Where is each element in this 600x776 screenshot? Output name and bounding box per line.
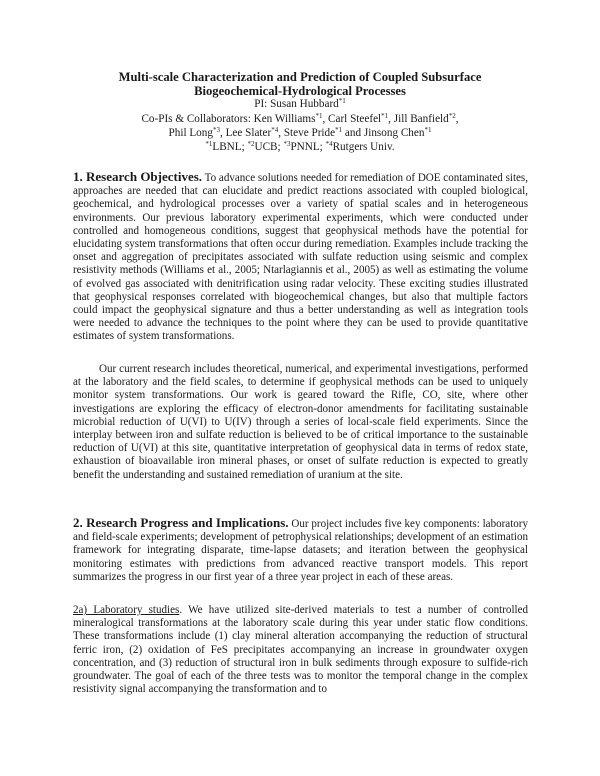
section-1-paragraph-2: Our current research includes theoretical, numerical, and experimental investigations, performed at the laboratory and the field scales, to determine if geophysical methods can be used to uniquely monitor system transformations. Our work is geared toward the Rifle, CO, site, where other investigations are exploring the efficacy of electron-donor amendments for facilitating sustainable microbial reduction of U(VI) to U(IV) through a series of local-scale field experiments. Since the interplay between iron and sulfate reduction is believed to be of critical importance to the sustainable reduction of U(VI) at this site, quantitative interpretation of geophysical data in terms of redox state, exhaustion of bioavailable iron mineral phases, or onset of sulfate reduction is expected to greatly benefit the understanding and sustained remediation of uranium at the site. — [73, 363, 528, 481]
section-2-paragraph-1 — [73, 516, 528, 584]
collaborator-affiliation-mark: *1 — [335, 126, 343, 134]
affiliation-name: UCB — [254, 141, 278, 153]
section-2a-heading: 2a) Laboratory studies — [73, 604, 180, 616]
collaborator-affiliation-mark: *1 — [424, 126, 432, 134]
collaborator-affiliation-mark: *1 — [315, 112, 323, 120]
collaborator-name: Jinsong Chen — [363, 127, 425, 139]
section-2a-text: We have utilized site-derived materials to test a number of controlled mineralogical transformations at the laboratory scale during this year under static flow conditions. These transformations include (1) clay mineral alteration accompanying the reduction of structural ferric iron, (2) oxidation of FeS precipitates accompanying an increase in groundwater oxygen concentration, and (3) reduction of structural iron in bulk sediments through exposure to sulfide-rich groundwater. The goal of each of the three tests was to monitor the temporal change in the complex resistivity signal accompanying the transformation and to — [73, 604, 529, 696]
collaborator-affiliation-mark: *3 — [212, 126, 220, 134]
collaborator-name: Carl Steefel — [328, 113, 382, 125]
collaborators-line-1: Co-PIs & Collaborators: Ken Williams$^{*1}$, Carl Steefel$^{*1}$, Jill Banfield$^{*2}$, — [141, 112, 459, 125]
paper-title-line-2: Biogeochemical-Hydrological Processes — [194, 84, 406, 98]
collaborator-name: Phil Long — [168, 127, 213, 139]
affiliation-mark: *4 — [325, 140, 333, 148]
collaborator-affiliation-mark: *1 — [381, 112, 389, 120]
affiliation-mark: *1 — [205, 140, 213, 148]
collaborator-name: Steve Pride — [283, 127, 336, 139]
section-2-heading: 2. Research Progress and Implications. — [73, 515, 289, 530]
section-2a-paragraph: 2a) Laboratory studies. We have utilized site-derived materials to test a number of controlled mineralogical transformations at the laboratory scale during this year under static flow conditions. These transformations include (1) clay mineral alteration accompanying the reduction of structural ferric iron, (2) oxidation of FeS precipitates accompanying an increase in groundwater oxygen concentration, and (3) reduction of structural iron in bulk sediments through exposure to sulfide-rich groundwater. The goal of each of the three tests was to monitor the temporal change in the complex resistivity signal accompanying the transformation and to — [73, 604, 529, 696]
collaborator-affiliation-mark: *4 — [271, 126, 279, 134]
affiliation-name: PNNL — [290, 141, 320, 153]
section-1-paragraph-1 — [73, 170, 528, 344]
affiliation-name: Rutgers Univ. — [332, 141, 395, 153]
pi-affiliation-mark: *1 — [338, 97, 346, 105]
collaborators-line-2: Phil Long$^{*3}$, Lee Slater$^{*4}$, Steve Pride$^{*1}$ and Jinsong Chen$^{*1}$ — [168, 126, 432, 139]
affiliation-mark: *3 — [283, 140, 291, 148]
section-1-paragraph-1-text: To advance solutions needed for remediation of DOE contaminated sites, approaches are needed that can elucidate and predict reactions associated with coupled biological, geochemical, and hydrological processes over a variety of spatial scales and in heterogeneous environments. Our previous laboratory experimental experiments, which were conducted under controlled and homogeneous conditions, suggest that geophysical methods have the potential for elucidating system transformations that often occur during remediation. Examples include tracking the onset and aggregation of precipitates associated with sulfate reduction using seismic and complex resistivity methods (Williams et al., 2005; Ntarlagiannis et al., 2005) as well as estimating the volume of evolved gas associated with denitrification using radar velocity. These exciting studies illustrated that geophysical responses correlated with biogeochemical changes, but also that multiple factors could impact the geophysical signature and thus a better understanding as well as integration tools were needed to advance the techniques to the point where they can be used to provide quantitative estimates of system transformations. — [73, 172, 528, 343]
collaborator-name: Jill Banfield — [393, 113, 449, 125]
collaborator-name: Lee Slater — [225, 127, 272, 139]
affiliations-line: $^{*1}$LBNL; $^{*2}$UCB; $^{*3}$PNNL; $^{*4}$Rutgers Univ. — [205, 140, 395, 153]
collaborator-affiliation-mark: *2 — [448, 112, 456, 120]
affiliation-mark: *2 — [247, 140, 255, 148]
copis-label: Co-PIs & Collaborators: — [141, 113, 251, 125]
paper-title-line-1: Multi-scale Characterization and Prediction of Coupled Subsurface — [118, 70, 482, 84]
affiliation-name: LBNL — [212, 141, 242, 153]
pi-name: PI: Susan Hubbard — [254, 98, 339, 110]
principal-investigator — [40, 98, 560, 112]
collaborator-name: Ken Williams — [253, 113, 316, 125]
section-1-heading: 1. Research Objectives. — [73, 169, 203, 184]
section-2-paragraph-1-text: Our project includes five key components: laboratory and field-scale experiments; development of petrophysical relationships; development of an estimation framework for integrating disparate, time-lapse datasets; and iteration between the geophysical monitoring estimates with predictions from advanced reactive transport models. This report summarizes the progress in our first year of a three year project in each of these areas. — [73, 518, 528, 583]
